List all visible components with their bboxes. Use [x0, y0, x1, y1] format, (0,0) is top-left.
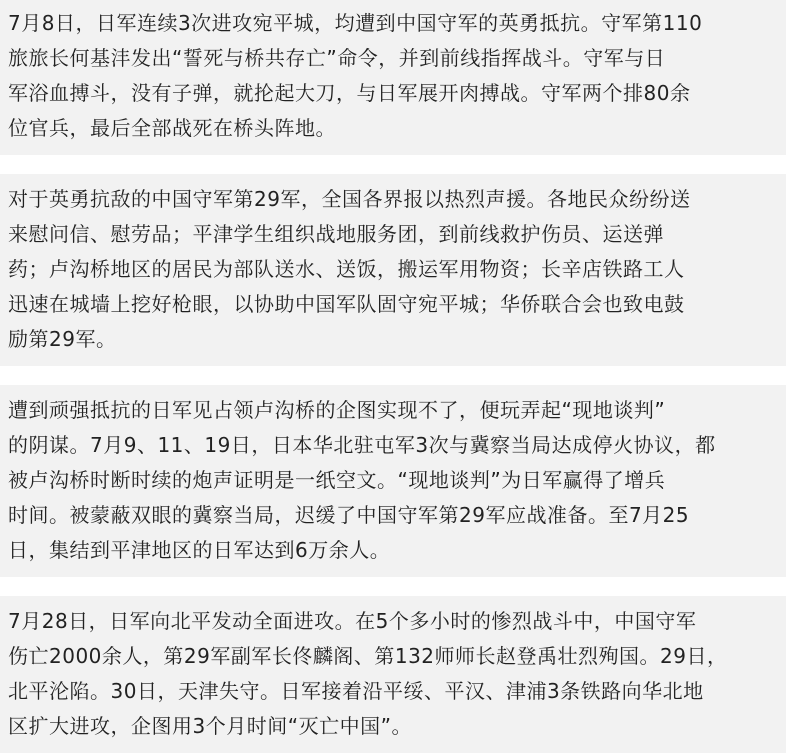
paragraph-block — [0, 596, 786, 753]
text-line: 日，集结到平津地区的日军达到6万余人。 — [8, 538, 391, 562]
text-line: 伤亡2000余人，第29军副军长佟麟阁、第132师师长赵登禹壮烈殉国。29日， — [8, 644, 728, 668]
text-line: 7月28日，日军向北平发动全面进攻。在5个多小时的惨烈战斗中，中国守军 — [8, 609, 697, 633]
text-line: 军浴血搏斗，没有子弹，就抡起大刀，与日军展开肉搏战。守军两个排80余 — [8, 81, 691, 105]
text-line: 被卢沟桥时断时续的炮声证明是一纸空文。“现地谈判”为日军赢得了增兵 — [8, 468, 666, 492]
text-line: 励第29军。 — [8, 327, 117, 351]
paragraph-block — [0, 0, 786, 155]
paragraph-block — [0, 385, 786, 577]
text-line: 位官兵，最后全部战死在桥头阵地。 — [8, 116, 336, 140]
text-line: 遭到顽强抵抗的日军见占领卢沟桥的企图实现不了，便玩弄起“现地谈判” — [8, 398, 666, 422]
text-line: 区扩大进攻，企图用3个月时间“灭亡中国”。 — [8, 714, 412, 738]
text-line: 北平沦陷。30日，天津失守。日军接着沿平绥、平汉、津浦3条铁路向华北地 — [8, 679, 704, 703]
text-line: 药；卢沟桥地区的居民为部队送水、送饭，搬运军用物资；长辛店铁路工人 — [8, 257, 685, 281]
text-line: 时间。被蒙蔽双眼的冀察当局，迟缓了中国守军第29军应战准备。至7月25 — [8, 503, 690, 527]
text-line: 旅旅长何基沣发出“誓死与桥共存亡”命令，并到前线指挥战斗。守军与日 — [8, 46, 666, 70]
paragraph-block — [0, 174, 786, 366]
text-line: 对于英勇抗敌的中国守军第29军，全国各界报以热烈声援。各地民众纷纷送 — [8, 187, 691, 211]
text-line: 迅速在城墙上挖好枪眼，以协助中国军队固守宛平城；华侨联合会也致电鼓 — [8, 292, 685, 316]
text-line: 的阴谋。7月9、11、19日，日本华北驻屯军3次与冀察当局达成停火协议，都 — [8, 433, 716, 457]
text-line: 7月8日，日军连续3次进攻宛平城，均遭到中国守军的英勇抵抗。守军第110 — [8, 11, 703, 35]
text-line: 来慰问信、慰劳品；平津学生组织战地服务团，到前线救护伤员、运送弹 — [8, 222, 664, 246]
